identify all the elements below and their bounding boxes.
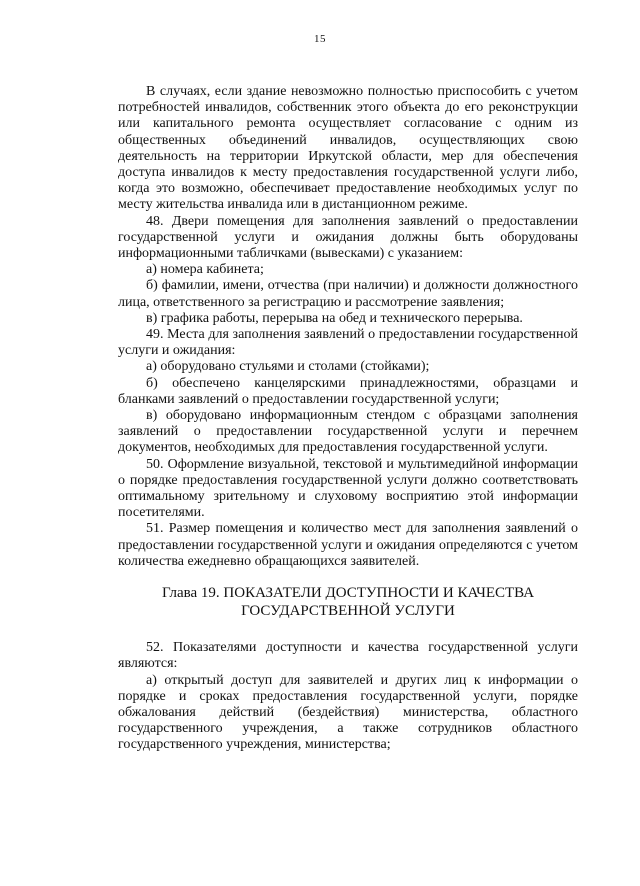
chapter-title-line-1: Глава 19. ПОКАЗАТЕЛИ ДОСТУПНОСТИ И КАЧЕСТВА bbox=[161, 585, 535, 602]
document-body bbox=[118, 84, 578, 754]
page-number: 15 bbox=[314, 33, 326, 45]
paragraph-48-v: в) графика работы, перерыва на обед и технического перерыва. bbox=[146, 310, 523, 326]
paragraph-50: 50. Оформление визуальной, текстовой и мультимедийной информации о порядке предоставления государственной услуги должно соответствовать оптимальному зрительному и слуховому восприятию этой информации посетителями. bbox=[118, 456, 578, 521]
chapter-title bbox=[118, 584, 578, 620]
paragraph-48-b: б) фамилии, имени, отчества (при наличии) и должности должностного лица, ответственного за регистрацию и рассмотрение заявления; bbox=[118, 278, 578, 310]
paragraph-52-a: а) открытый доступ для заявителей и других лиц к информации о порядке и сроках предоставления государственной услуги, порядке обжалования действий (бездействия) министерства, областного государственного учреждения, а также сотрудников областного государственного учреждения, министерства; bbox=[118, 672, 578, 753]
chapter-title-line-2: ГОСУДАРСТВЕННОЙ УСЛУГИ bbox=[241, 603, 455, 620]
paragraph-accessibility-agreement: В случаях, если здание невозможно полностью приспособить с учетом потребностей инвалидов, собственник этого объекта до его реконструкции или капитального ремонта осуществляет согласование с одним из общественных объединений инвалидов, осуществляющих свою деятельность на территории Иркутской области, мер для обеспечения доступа инвалидов к месту предоставления государственной услуги либо, когда это возможно, обеспечивает предоставление необходимых услуг по месту жительства инвалида или в дистанционном режиме. bbox=[118, 84, 578, 213]
paragraph-52: 52. Показателями доступности и качества государственной услуги являются: bbox=[118, 640, 578, 672]
paragraph-51: 51. Размер помещения и количество мест для заполнения заявлений о предоставлении государственной услуги и ожидания определяются с учетом количества ежедневно обращающихся заявителей. bbox=[118, 521, 578, 569]
paragraph-49-b: б) обеспечено канцелярскими принадлежностями, образцами и бланками заявлений о предоставлении государственной услуги; bbox=[118, 375, 578, 407]
paragraph-49-a: а) оборудовано стульями и столами (стойками); bbox=[146, 359, 430, 375]
paragraph-48-a: а) номера кабинета; bbox=[146, 262, 264, 278]
paragraph-49: 49. Места для заполнения заявлений о предоставлении государственной услуги и ожидания: bbox=[118, 327, 578, 359]
paragraph-49-v: в) оборудовано информационным стендом с образцами заполнения заявлений о предоставлении государственной услуги и перечнем документов, необходимых для предоставления государственной услуги. bbox=[118, 408, 578, 456]
paragraph-48: 48. Двери помещения для заполнения заявлений о предоставлении государственной услуги и ожидания должны быть оборудованы информационными табличками (вывесками) с указанием: bbox=[118, 213, 578, 262]
